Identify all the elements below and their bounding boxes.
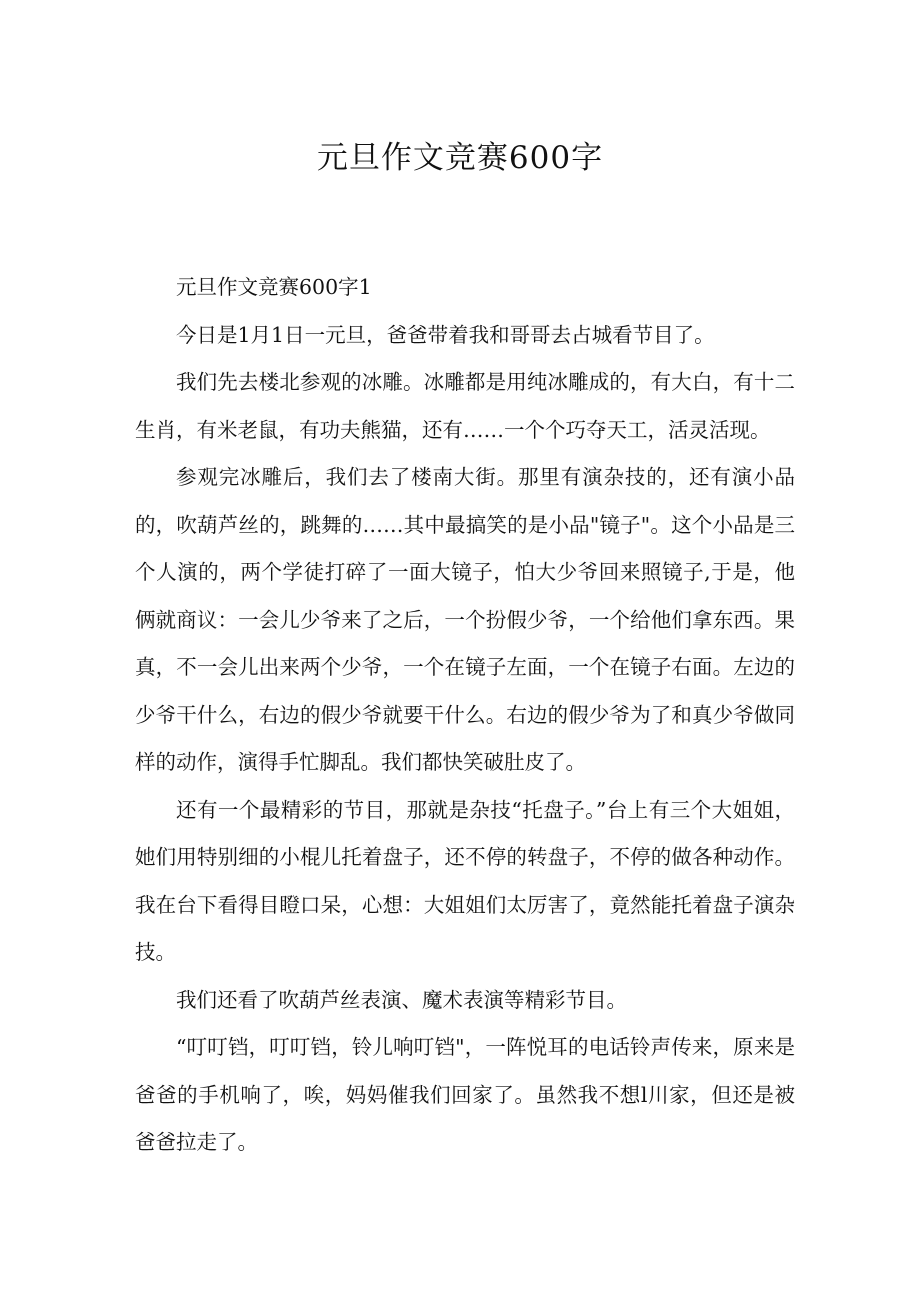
essay-subtitle: 元旦作文竞赛600字1 — [176, 275, 372, 299]
paragraph: “叮叮铛，叮叮铛，铃儿响叮铛"，一阵悦耳的电话铃声传来，原来是爸爸的手机响了，唉，妈妈催我们回家了。虽然我不想l川家，但还是被爸爸拉走了。 — [135, 1035, 795, 1154]
document-body — [135, 264, 795, 1167]
paragraph: 今日是1月1日一元旦，爸爸带着我和哥哥去占城看节目了。 — [176, 322, 715, 347]
document-title: 元旦作文竞赛600字 — [316, 140, 604, 176]
paragraph: 我们先去楼北参观的冰雕。冰雕都是用纯冰雕成的，有大白，有十二生肖，有米老鼠，有功夫熊猫，还有……一个个巧夺天工，活灵活现。 — [135, 370, 795, 442]
paragraph: 还有一个最精彩的节目，那就是杂技“托盘子。”台上有三个大姐姐，她们用特别细的小棍儿托着盘子，还不停的转盘子，不停的做各种动作。我在台下看得目瞪口呆，心想：大姐姐们太厉害了，竟然能托着盘子演杂技。 — [135, 797, 795, 964]
paragraph: 参观完冰雕后，我们去了楼南大街。那里有演杂技的，还有演小品的，吹葫芦丝的，跳舞的……其中最搞笑的是小品"镜子"。这个小品是三个人演的，两个学徒打碎了一面大镜子，怕大少爷回来照镜子,于是，他俩就商议：一会儿少爷来了之后，一个扮假少爷，一个给他们拿东西。果真，不一会儿出来两个少爷，一个在镜子左面，一个在镜子右面。左边的少爷干什么，右边的假少爷就要干什么。右边的假少爷为了和真少爷做同样的动作，演得手忙脚乱。我们都快笑破肚皮了。 — [135, 465, 795, 774]
paragraph: 我们还看了吹葫芦丝表演、魔术表演等精彩节目。 — [176, 987, 627, 1012]
